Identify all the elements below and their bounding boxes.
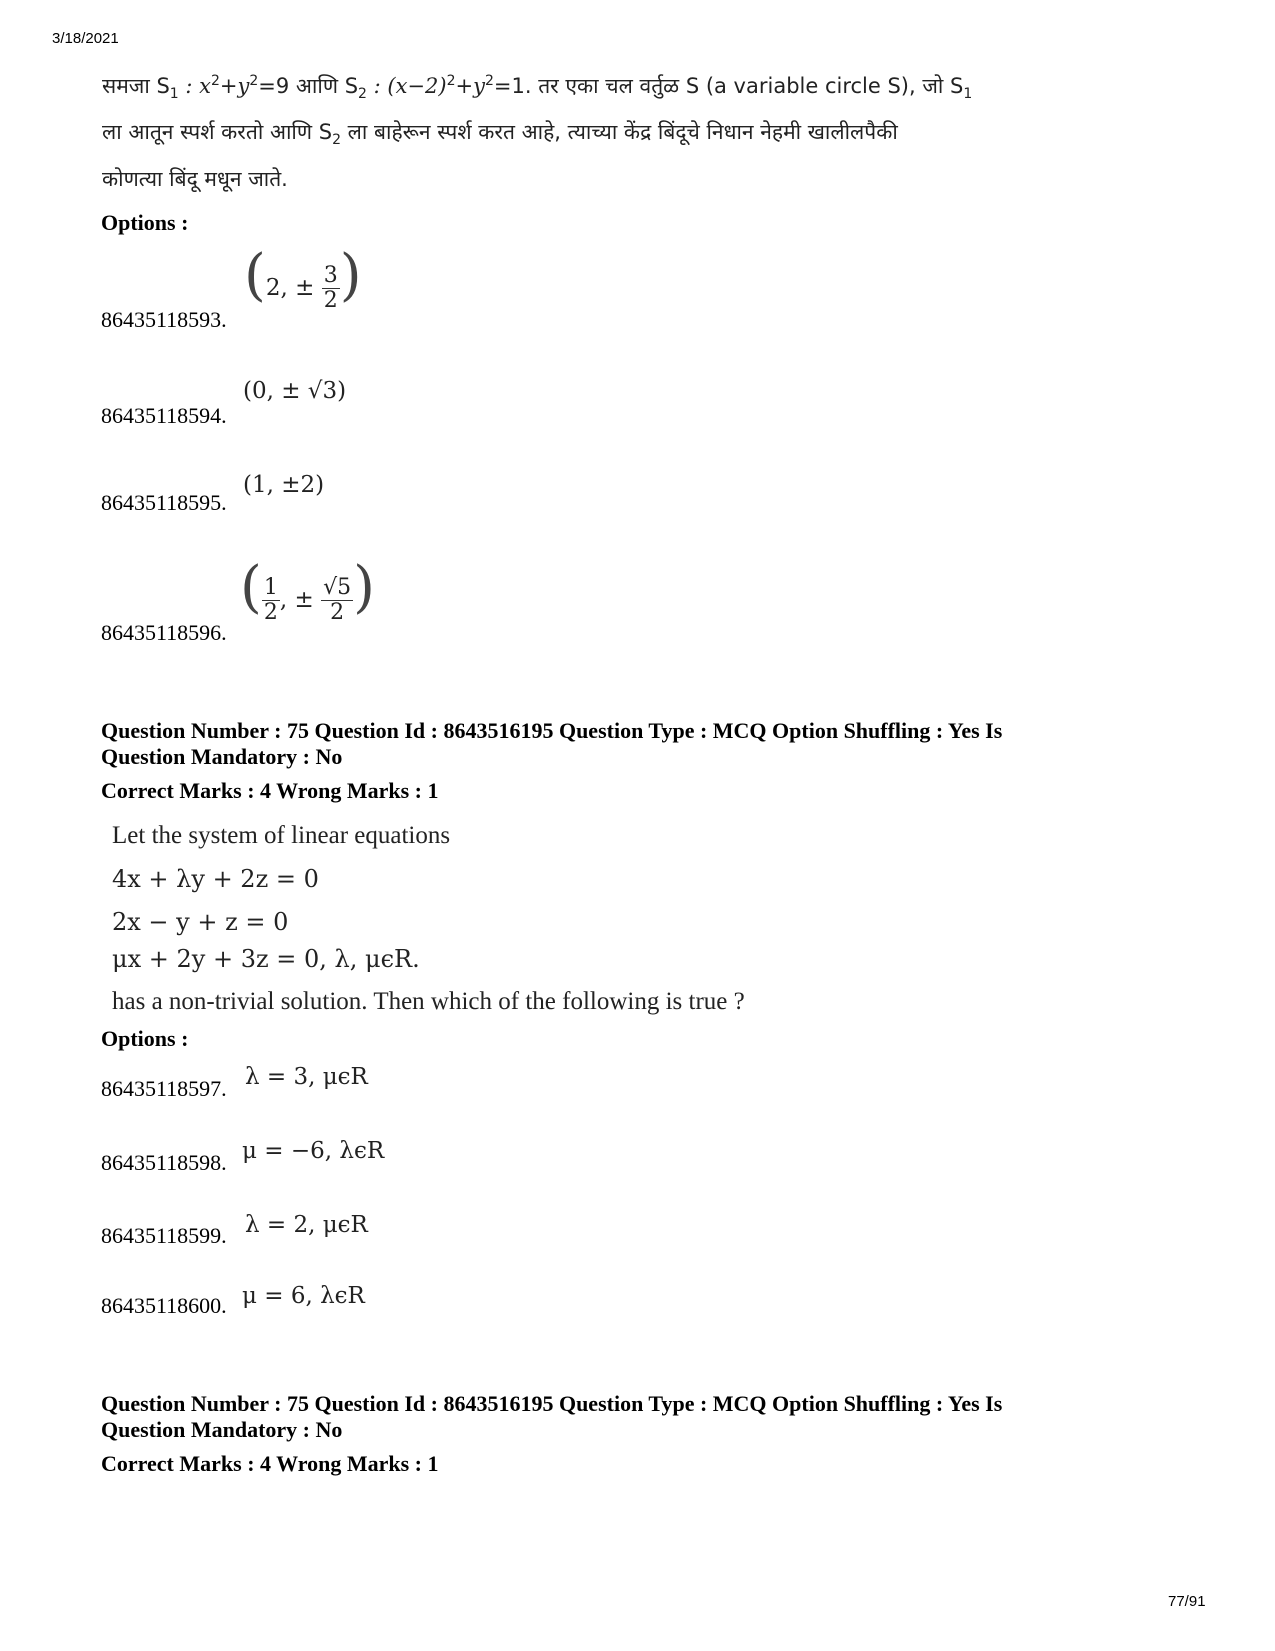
question-text-line-1: समजा $S_1$ : $x^2+y^2=9$ आणि $S_2$ : $(x-2)^2+y^2=1$. तर एका चल वर्तुळ S (a variable circle S), जो $S_1$ bbox=[102, 73, 973, 103]
equation-3: μx + 2y + 3z = 0, λ, μϵR. bbox=[112, 945, 420, 973]
option-2-value: (0, ± √3) bbox=[243, 378, 347, 404]
option-4-value: μ = 6, λϵR bbox=[242, 1283, 365, 1309]
question-text-line-2: ला आतून स्पर्श करतो आणि $S_2$ ला बाहेरून स्पर्श करत आहे, त्याच्या केंद्र बिंदूचे निधान नेहमी खालीलपैकी bbox=[102, 120, 898, 149]
equation-1: 4x + λy + 2z = 0 bbox=[112, 865, 319, 893]
page-number: 77/91 bbox=[1168, 1593, 1206, 1610]
option-2-id: 86435118594. bbox=[101, 403, 227, 428]
option-1-value: (2, ± $\frac{3}{2}$ ) bbox=[244, 243, 362, 313]
option-4-id: 86435118600. bbox=[101, 1293, 227, 1318]
option-3-id: 86435118595. bbox=[101, 490, 227, 515]
option-1-id: 86435118597. bbox=[101, 1076, 227, 1101]
option-3-value: (1, ±2) bbox=[243, 472, 325, 498]
print-date: 3/18/2021 bbox=[52, 30, 119, 47]
option-2-id: 86435118598. bbox=[101, 1150, 227, 1175]
option-2-value: μ = −6, λϵR bbox=[242, 1138, 385, 1164]
question-text-line-3: कोणत्या बिंदू मधून जाते. bbox=[102, 167, 288, 191]
option-4-value: ( $\frac{1}{2}$ , ± $\frac{√5}{2}$ ) bbox=[240, 555, 375, 625]
question-tail: has a non-trivial solution. Then which of the following is true ? bbox=[112, 988, 745, 1015]
question-header: Question Number : 75 Question Id : 8643516195 Question Type : MCQ Option Shuffling : Yes Is Question Mandatory : No Correct Marks : 4 Wrong Marks : 1 bbox=[101, 718, 1003, 803]
question-header: Question Number : 75 Question Id : 8643516195 Question Type : MCQ Option Shuffling : Yes Is Question Mandatory : No Correct Marks : 4 Wrong Marks : 1 bbox=[101, 1391, 1003, 1476]
option-3-id: 86435118599. bbox=[101, 1223, 227, 1248]
option-4-id: 86435118596. bbox=[101, 620, 227, 645]
options-label: Options : bbox=[101, 1026, 189, 1051]
options-label: Options : bbox=[101, 210, 189, 235]
equation-2: 2x − y + z = 0 bbox=[112, 908, 289, 936]
option-3-value: λ = 2, μϵR bbox=[245, 1212, 368, 1238]
question-intro: Let the system of linear equations bbox=[112, 822, 451, 849]
option-1-id: 86435118593. bbox=[101, 307, 227, 332]
option-1-value: λ = 3, μϵR bbox=[245, 1064, 368, 1090]
